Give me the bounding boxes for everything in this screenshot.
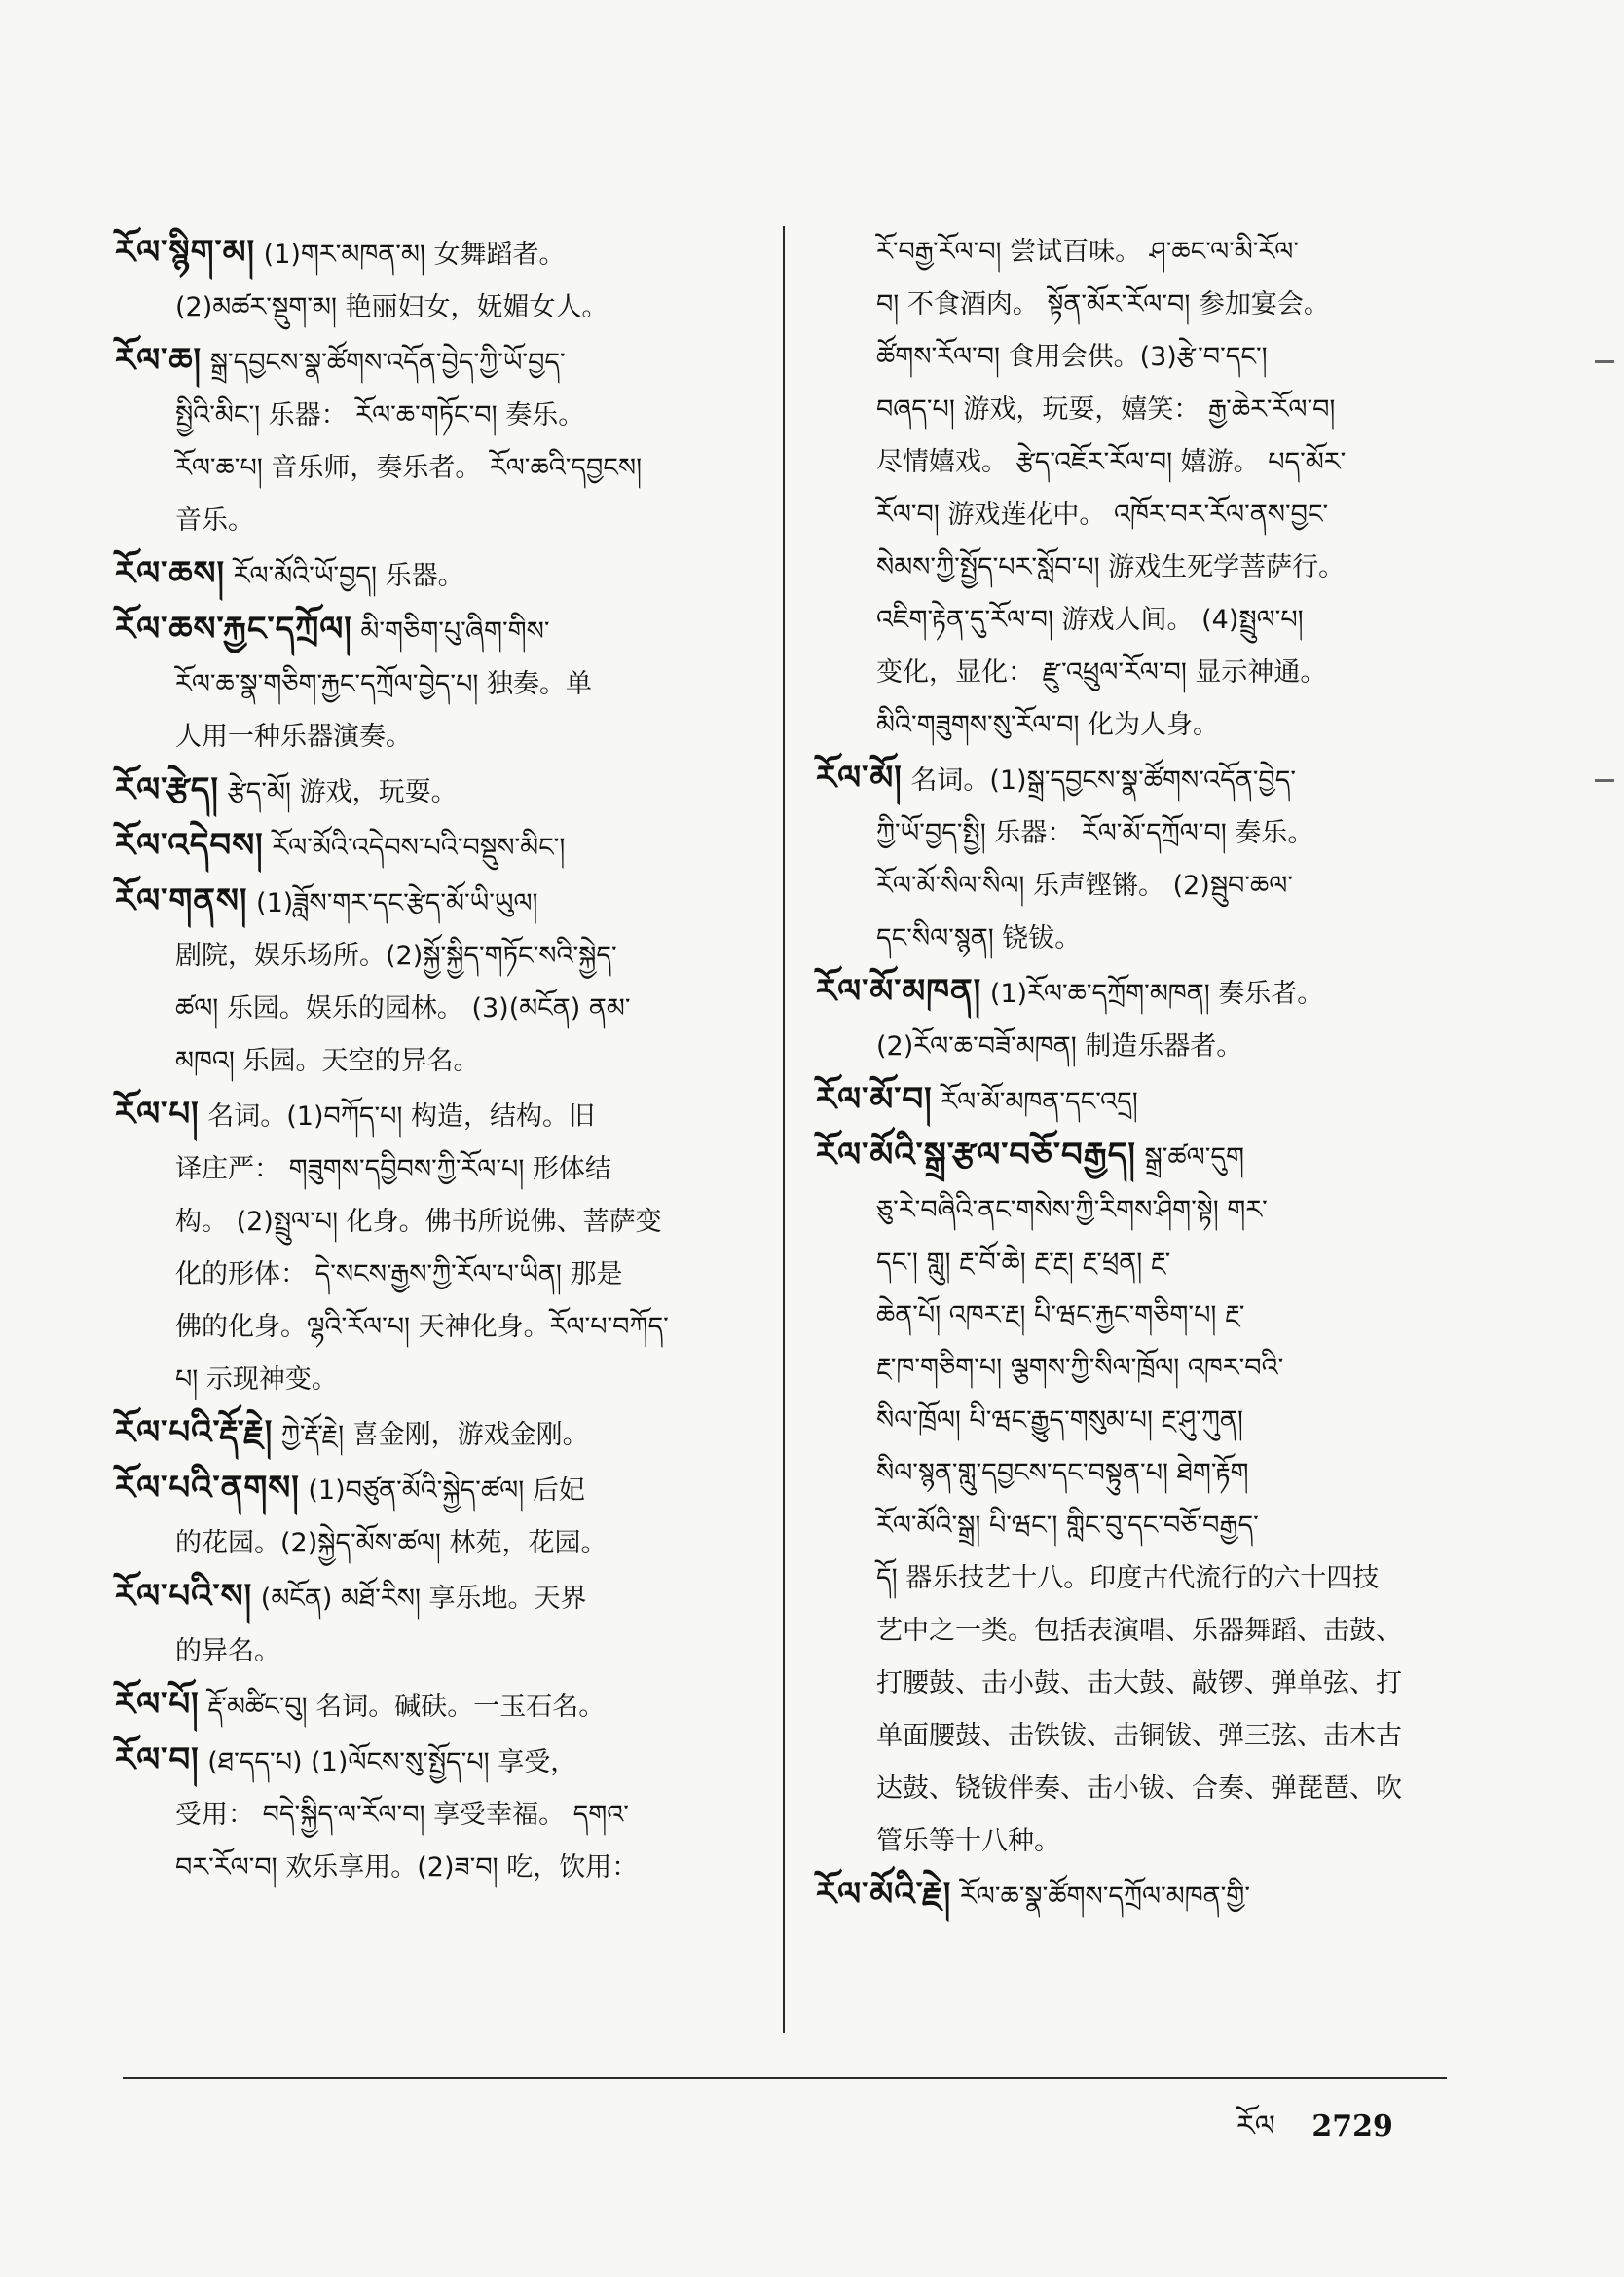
dictionary-entry xyxy=(115,334,746,547)
entry-line: སྤྱིའི་མིང་། 乐器： རོལ་ཆ་གཏོང་བ། 奏乐。 xyxy=(175,400,585,430)
dictionary-entry xyxy=(115,1088,746,1406)
entry-line: མི་གཅིག་པུ་ཞིག་གིས་ xyxy=(360,616,550,647)
entry-line: (2)རོལ་ཆ་བཟོ་མཁན། 制造乐器者。 xyxy=(876,1031,1243,1062)
entry-line: 化的形体： དེ་སངས་རྒྱས་ཀྱི་རོལ་པ་ཡིན། 那是 xyxy=(175,1259,623,1289)
entry-headword: རོལ་འདེབས། xyxy=(115,826,264,865)
page-number: 2729 xyxy=(1311,2109,1393,2144)
entry-line: (1)ཟློས་གར་དང་རྩེད་མོ་ཡི་ཡུལ། xyxy=(256,888,538,918)
dictionary-entry xyxy=(115,226,746,334)
entry-line: 受用： བདེ་སྐྱིད་ལ་རོལ་བ། 享受幸福。 དགའ་ xyxy=(175,1800,629,1830)
entry-line: རོལ་ཆ་སྣ་གཅིག་རྐྱང་དཀྲོལ་བྱེད་པ། 独奏。单 xyxy=(175,669,592,699)
left-column xyxy=(115,226,746,1894)
dictionary-entry xyxy=(115,1734,746,1894)
entry-line: རོལ་མོའི་འདེབས་པའི་བསྡུས་མིང་། xyxy=(272,833,566,863)
entry-headword: རོལ་པོ། xyxy=(115,1685,200,1724)
entry-headword: རོལ་མོ་མཁན། xyxy=(816,972,982,1011)
right-column xyxy=(816,226,1458,1923)
dictionary-entry xyxy=(115,1570,746,1678)
entry-line: 的花园。(2)སྐྱེད་མོས་ཚལ། 林苑，花园。 xyxy=(175,1528,608,1558)
entry-headword: རོལ་ཆས། xyxy=(115,554,226,593)
entry-line: 人用一种乐器演奏。 xyxy=(175,722,412,752)
entry-line: 艺中之一类。包括表演唱、乐器舞蹈、击鼓、 xyxy=(876,1616,1402,1646)
entry-headword: རོལ་མོ་བ། xyxy=(816,1080,933,1119)
entry-line: 达鼓、铙钹伴奏、击小钹、合奏、弹琵琶、吹 xyxy=(876,1773,1402,1804)
entry-line: 打腰鼓、击小鼓、击大鼓、敲锣、弹单弦、打 xyxy=(876,1668,1402,1698)
entry-line: སྒྲ་དབྱངས་སྣ་ཚོགས་འདོན་བྱེད་ཀྱི་ཡོ་བྱད་ xyxy=(209,348,566,378)
entry-line: (1)རོལ་ཆ་དཀྲོག་མཁན། 奏乐者。 xyxy=(989,979,1324,1009)
dictionary-entry xyxy=(115,1462,746,1570)
entry-line: (མངོན) མཐོ་རིས། 享乐地。天界 xyxy=(260,1584,587,1614)
entry-line: སིལ་ཁྲོལ། པི་ཝང་རྒྱུད་གསུམ་པ། རྔ་ཤུ་ཀུན། xyxy=(876,1405,1243,1436)
entry-line: པ། 示现神变。 xyxy=(175,1364,338,1395)
entry-line: ཆེན་པོ། འཁར་རྔ། པི་ཝང་རྐྱང་གཅིག་པ། རྔ་ xyxy=(876,1300,1245,1330)
dictionary-entry xyxy=(115,875,746,1088)
dictionary-entry xyxy=(816,752,1458,965)
entry-headword: རོལ་པའི་ནགས། xyxy=(115,1469,300,1508)
entry-line: (ཐ་དད་པ) (1)ལོངས་སུ་སྤྱོད་པ། 享受， xyxy=(207,1747,577,1777)
edge-mark xyxy=(1595,360,1614,363)
entry-headword: རོལ་སྙིག་མ། xyxy=(115,233,256,272)
page-footer xyxy=(1236,2094,1393,2176)
section-label: རོལ xyxy=(1236,2109,1275,2144)
column-divider xyxy=(783,226,785,2033)
entry-headword: རོལ་གནས། xyxy=(115,881,248,920)
entry-line: 音乐。 xyxy=(175,505,254,536)
entry-line: རོལ་ཆ་པ། 音乐师，奏乐者。 རོལ་ཆའི་དབྱངས། xyxy=(175,453,643,483)
entry-line: དང་སིལ་སྙན། 铙钹。 xyxy=(876,923,1082,953)
dictionary-entry xyxy=(816,1129,1458,1868)
entry-line: བཞད་པ། 游戏，玩耍，嬉笑： རྒྱ་ཆེར་རོལ་བ། xyxy=(876,394,1336,425)
entry-line: སྒྲ་ཚལ་དུག xyxy=(1144,1142,1245,1173)
entry-headword: རོལ་པའི་ས། xyxy=(115,1577,253,1616)
edge-mark xyxy=(1595,779,1614,782)
entry-headword: རོལ་པའི་རྡོ་རྗེ། xyxy=(115,1413,274,1452)
entry-line: 尽情嬉戏。 རྩེད་འཇོར་རོལ་བ། 嬉游。 པད་མོར་ xyxy=(876,447,1347,477)
entry-line: (2)མཚར་སྡུག་མ། 艳丽妇女，妩媚女人。 xyxy=(175,292,609,322)
entry-line: 变化，显化： རྫུ་འཕྲུལ་རོལ་བ། 显示神通。 xyxy=(876,657,1327,688)
entry-line: དོ། 器乐技艺十八。印度古代流行的六十四技 xyxy=(876,1563,1380,1593)
entry-line: 剧院，娱乐场所。(2)སྐྱོ་སྐྱིད་གཏོང་སའི་སྐྱེད་ xyxy=(175,941,617,971)
entry-line: (1)གར་མཁན་མ། 女舞蹈者。 xyxy=(263,240,566,270)
entry-headword: རོལ་མོའི་སྒྲ་རྩལ་བཅོ་བརྒྱད། xyxy=(816,1136,1136,1175)
entry-headword: རོལ་མོ། xyxy=(816,759,903,798)
entry-headword: རོལ་ཆས་རྐྱང་དཀྲོལ། xyxy=(115,610,352,649)
entry-headword: རོལ་རྩེད། xyxy=(115,770,219,809)
entry-line: རོལ་ཆ་སྣ་ཚོགས་དཀྲོལ་མཁན་གྱི་ xyxy=(959,1882,1250,1912)
dictionary-entry xyxy=(816,1073,1458,1129)
entry-line: 管乐等十八种。 xyxy=(876,1826,1060,1856)
entry-headword: རོལ་བ། xyxy=(115,1740,200,1779)
entry-line: རྡོ་མཚིང་བུ། 名词。碱砆。一玉石名。 xyxy=(207,1692,606,1722)
entry-line: 单面腰鼓、击铁钹、击铜钹、弹三弦、击木古 xyxy=(876,1721,1402,1751)
entry-line: བ། 不食酒肉。 སྟོན་མོར་རོལ་བ། 参加宴会。 xyxy=(876,289,1330,319)
footer-rule xyxy=(123,2077,1447,2079)
entry-line: མིའི་གཟུགས་སུ་རོལ་བ། 化为人身。 xyxy=(876,710,1220,740)
entry-line: མཁའ། 乐园。天空的异名。 xyxy=(175,1046,480,1076)
dictionary-entry xyxy=(115,819,746,875)
entry-line: 名词。(1)བཀོད་པ། 构造，结构。旧 xyxy=(207,1101,596,1132)
entry-line: (1)བཙུན་མོའི་སྐྱེད་ཚལ། 后妃 xyxy=(308,1475,585,1506)
entry-headword: རོལ་ཆ། xyxy=(115,341,203,380)
dictionary-entry xyxy=(115,1678,746,1734)
entry-line: རོལ་མོ་མཁན་དང་འདྲ། xyxy=(941,1087,1138,1117)
entry-line: སེམས་ཀྱི་སྤྱོད་པར་སློབ་པ། 游戏生死学菩萨行。 xyxy=(876,552,1346,582)
entry-headword: རོལ་པ། xyxy=(115,1095,200,1134)
entry-line: 名词。(1)སྒྲ་དབྱངས་སྣ་ཚོགས་འདོན་བྱེད་ xyxy=(910,765,1297,796)
dictionary-entry xyxy=(816,1868,1458,1923)
entry-line: 构。 (2)སྤྲུལ་པ། 化身。佛书所说佛、菩萨变 xyxy=(175,1207,662,1237)
entry-line: རོ་བརྒྱ་རོལ་བ། 尝试百味。 ཤ་ཆང་ལ་མི་རོལ་ xyxy=(876,237,1299,267)
entry-line: 译庄严： གཟུགས་དབྱིབས་ཀྱི་རོལ་པ། 形体结 xyxy=(175,1154,611,1184)
dictionary-entry xyxy=(816,965,1458,1073)
entry-line: རོལ་མོ་སིལ་སིལ། 乐声铿锵。 (2)སྦུབ་ཆལ་ xyxy=(876,871,1293,901)
entry-line: ཚལ། 乐园。娱乐的园林。 (3)(མངོན) ནམ་ xyxy=(175,993,631,1024)
dictionary-entry xyxy=(115,1406,746,1462)
entry-line: ཚོགས་རོལ་བ། 食用会供。(3)རྩེ་བ་དང་། xyxy=(876,342,1268,372)
dictionary-entry xyxy=(115,547,746,603)
entry-headword: རོལ་མོའི་རྗེ། xyxy=(816,1875,952,1914)
entry-line: རོལ་མོའི་སྒྲ། པི་ཝང་། གླིང་བུ་དང་བཅོ་བརྒྱད་ xyxy=(876,1511,1259,1541)
entry-line: རོལ་བ། 游戏莲花中。 འཁོར་བར་རོལ་ནས་བྱང་ xyxy=(876,500,1329,530)
dictionary-entry xyxy=(115,603,746,764)
entry-line: དང་། གླུ། རྔ་བོ་ཆེ། རྔ་རྔ། རྔ་ཕྲན། རྔ་ xyxy=(876,1248,1171,1278)
entry-line: འཇིག་རྟེན་དུ་རོལ་བ། 游戏人间。 (4)སྤྲུལ་པ། xyxy=(876,605,1304,635)
entry-line: རྩེད་མོ། 游戏，玩耍。 xyxy=(227,777,458,807)
entry-line: ཀྱེ་རྡོ་རྗེ། 喜金刚，游戏金刚。 xyxy=(280,1420,589,1450)
entry-line: རོལ་མོའི་ཡོ་བྱད། 乐器。 xyxy=(233,561,464,591)
entry-line: རྔ་ཁ་གཅིག་པ། ལྕགས་ཀྱི་སིལ་ཁྲོལ། འཁར་བའི་ xyxy=(876,1353,1284,1383)
entry-line: ཅུ་རེ་བཞིའི་ནང་གསེས་ཀྱི་རིགས་ཤིག་སྟེ། གར་ xyxy=(876,1195,1268,1225)
dictionary-entry xyxy=(816,226,1458,752)
dictionary-entry xyxy=(115,764,746,819)
entry-line: ཀྱི་ཡོ་བྱད་སྤྱི། 乐器： རོལ་མོ་དཀྲོལ་བ། 奏乐。 xyxy=(876,818,1314,848)
entry-line: 佛的化身。ལྷའི་རོལ་པ། 天神化身。རོལ་པ་བཀོད་ xyxy=(175,1312,669,1342)
entry-line: སིལ་སྙན་གླུ་དབྱངས་དང་བསྟུན་པ། ཐེག་རྟོག xyxy=(876,1458,1249,1488)
entry-line: 的异名。 xyxy=(175,1636,280,1666)
entry-line: བར་རོལ་བ། 欢乐享用。(2)ཟ་བ། 吃，饮用： xyxy=(175,1852,639,1883)
